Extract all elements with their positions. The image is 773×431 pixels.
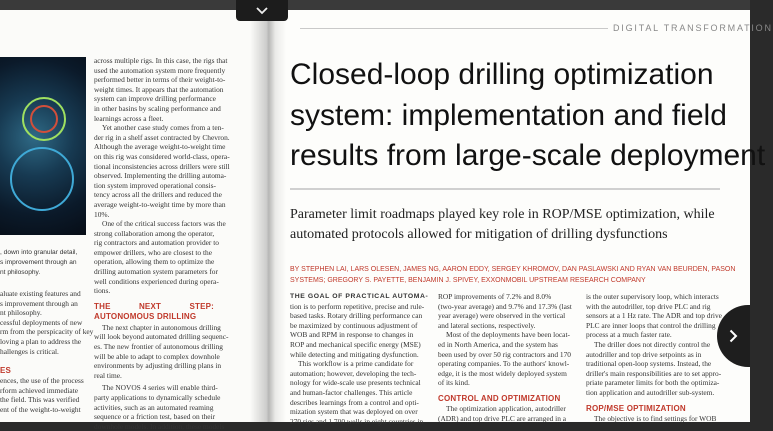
text-line: es. The new frontier of autonomous drilling xyxy=(94,342,223,352)
text-line: Although the average weight-to-weight time xyxy=(94,142,226,152)
text-line: describes learnings from a control and opti- xyxy=(290,397,419,407)
left-column-1 xyxy=(0,289,94,415)
lead-in: THE GOAL OF PRACTICAL AUTOMA- xyxy=(290,293,429,300)
text-line: automation; however, developing the tech- xyxy=(290,368,417,378)
caption-line: s improvement through an xyxy=(0,259,77,267)
text-line: while detecting and mitigating dysfunction. xyxy=(290,349,419,359)
text-line: weight times. It appears that the automation xyxy=(94,84,224,94)
text-line: operation, allowing them to optimize the xyxy=(94,257,215,267)
text-line: ed in North America, and the system has xyxy=(438,339,558,349)
title-rule xyxy=(290,188,720,190)
text-line: rm from the perspicacity of key xyxy=(0,327,94,337)
text-line: be maximized by continuous adjustment of xyxy=(290,320,418,330)
text-line: aluate existing features and xyxy=(0,289,81,298)
text-line: nology for wide-scale use presents technical xyxy=(290,378,421,388)
text-line: learnings across a fleet. xyxy=(94,113,164,123)
photo-ring xyxy=(10,147,74,211)
byline-line: SYSTEMS; GREGORY S. PAYETTE, BENJAMIN J. SPIVEY, EXXONMOBIL UPSTREAM RESEARCH COMPANY xyxy=(290,276,646,284)
text-line: WOB and RPM in response to changes in xyxy=(290,330,414,340)
text-line: loving a plan to address the xyxy=(0,336,82,346)
text-line: is the outer supervisory loop, which interacts xyxy=(586,292,719,301)
article-subtitle xyxy=(290,205,720,245)
text-line: One of the critical success factors was the xyxy=(102,219,226,229)
text-line: based tasks. Rotary drilling performance can xyxy=(290,311,423,321)
left-column-2 xyxy=(94,56,244,431)
text-line: with the autodriller, top drive PLC and rig xyxy=(586,301,711,311)
text-line: The NOVOS 4 series will enable third- xyxy=(102,383,218,393)
text-line: driller's main responsibilities are to set appro- xyxy=(586,368,722,378)
title-line: Closed-loop drilling optimization xyxy=(290,58,714,91)
reader-top-bar xyxy=(0,0,750,10)
text-line: and lateral sections, respectively. xyxy=(438,320,536,330)
section-heading: ES xyxy=(0,366,12,376)
text-line: empower drillers, who are closest to the xyxy=(94,247,213,257)
text-line: rig contractors and automation provider to xyxy=(94,238,219,248)
text-line: rform achieved immediate xyxy=(0,385,78,395)
photo-caption xyxy=(0,248,86,279)
text-line: average weight-to-weight time by more than xyxy=(94,199,226,209)
text-line: hallenges is critical. xyxy=(0,346,59,356)
text-line: (ADR) and top drive PLC are arranged in a xyxy=(438,413,567,423)
text-line: tional inconsistencies across drillers were still xyxy=(94,161,230,171)
text-line: and human-factor challenges. This article xyxy=(290,387,413,397)
chevron-down-icon xyxy=(256,7,268,15)
caption-line: nt philosophy. xyxy=(0,269,41,277)
article-photo xyxy=(0,57,86,235)
text-line: edge, it is the most widely deployed system xyxy=(438,368,567,378)
text-line: activities, such as an automated reaming xyxy=(94,402,214,412)
text-line: party applications to dynamically schedule xyxy=(94,393,221,402)
subtitle-line: Parameter limit roadmaps played key role in ROP/MSE optimization, while xyxy=(290,207,715,222)
photo-ring xyxy=(30,105,58,133)
section-heading: THE NEXT STEP: AUTONOMOUS DRILLING xyxy=(94,301,214,321)
text-line: tency across all the drillers and reduced the xyxy=(94,190,222,200)
section-heading: CONTROL AND OPTIMIZATION xyxy=(438,393,561,403)
text-line: been used by over 50 rig contractors and 170 xyxy=(438,349,571,359)
text-line: ROP improvements of 7.2% and 8.0% xyxy=(438,292,552,301)
text-line: The driller does not directly control the xyxy=(594,339,711,349)
article-byline xyxy=(290,265,736,286)
text-line: the field. This was verified xyxy=(0,395,80,405)
text-line: PLC are inner loops that control the drilling xyxy=(586,320,716,330)
chevron-right-icon xyxy=(729,329,738,343)
text-line: 10%. xyxy=(94,209,110,219)
left-page xyxy=(0,10,266,431)
text-line: tions. xyxy=(94,286,111,296)
text-line: of its kind. xyxy=(438,378,470,388)
text-line: ences, the use of the process xyxy=(0,376,84,386)
right-column-2 xyxy=(438,292,578,423)
text-line: This workflow is a prime candidate for xyxy=(298,359,414,369)
text-line: operating companies. To the authors' knowl- xyxy=(438,359,570,369)
text-line: tion is to perform repetitive, precise and rule- xyxy=(290,301,425,311)
text-line: on this rig was considered world-class, opera- xyxy=(94,151,230,161)
text-line: autodriller and top drive setpoints as in xyxy=(586,349,702,359)
text-line: traditional open-loop systems. Instead, the xyxy=(586,359,712,369)
text-line: system can improve drilling performance xyxy=(94,94,216,104)
title-line: results from large-scale deployment xyxy=(290,139,766,172)
text-line: nt philosophy. xyxy=(0,308,42,318)
text-line: sequence or a friction test, based on their xyxy=(94,412,216,422)
article-title xyxy=(290,55,766,177)
text-line: sensors at a 1 Hz rate. The ADR and top drive xyxy=(586,311,722,321)
text-line: (two-year average) and 9.7% and 17.3% (last xyxy=(438,301,572,311)
section-heading: ROP/MSE OPTIMIZATION xyxy=(586,403,686,413)
text-line: used the automation system more frequently xyxy=(94,65,226,75)
text-line: performed better in terms of their weight-to- xyxy=(94,75,226,85)
text-line: der rig in a shelf asset contracted by Chevron. xyxy=(94,132,230,142)
text-line: priate parameter limits for both the optimiza- xyxy=(586,378,720,388)
text-line: ent of the weight-to-weight xyxy=(0,404,81,414)
section-kicker: DIGITAL TRANSFORMATION xyxy=(613,23,773,33)
text-line: tion application and autodriller sub-system. xyxy=(586,387,715,397)
text-line: environments by adjusting drilling plans in xyxy=(94,361,222,371)
text-line: 270 rigs and 1,700 wells in eight countries in xyxy=(290,416,424,426)
text-line: strong collaboration among the operator, xyxy=(94,228,215,238)
text-line: ROP and mechanical specific energy (MSE) xyxy=(290,339,421,349)
text-line: downhole models. In addition, these models xyxy=(94,421,225,431)
text-line: year average) were observed in the vertical xyxy=(438,311,566,321)
text-line: will look beyond automated drilling sequenc- xyxy=(94,332,229,342)
text-line: process at a much faster rate. xyxy=(586,330,672,340)
caption-line: , down into granular detail, xyxy=(0,249,78,256)
text-line: will be able to adapt to complex downhole xyxy=(94,351,220,361)
text-line: tion system improved operational consis- xyxy=(94,180,216,190)
subtitle-line: automated protocols allowed for mitigation of drilling dysfunctions xyxy=(290,227,668,242)
text-line: mization system that was deployed on over xyxy=(290,407,418,417)
toolbar-toggle-button[interactable] xyxy=(236,0,288,21)
text-line: Most of the deployments have been locat- xyxy=(446,330,570,340)
text-line: observed. Implementing the drilling automa- xyxy=(94,171,227,181)
text-line: s improvement through an xyxy=(0,298,78,308)
text-line: across multiple rigs. In this case, the rigs that xyxy=(94,56,228,65)
text-line: The objective is to find settings for WOB xyxy=(594,413,717,423)
text-line: cessful deployments of new xyxy=(0,317,83,327)
right-column-3 xyxy=(586,292,726,423)
text-line: in other basins by scaling performance and xyxy=(94,103,221,113)
text-line: drilling automation system parameters for xyxy=(94,267,218,277)
text-line: Yet another case study comes from a ten- xyxy=(102,123,224,133)
title-line: system: implementation and field xyxy=(290,98,727,132)
text-line: The next chapter in autonomous drilling xyxy=(102,322,221,332)
text-line: The optimization application, autodriller xyxy=(446,403,566,413)
text-line: well conditions experienced during opera- xyxy=(94,276,219,286)
right-column-1 xyxy=(290,292,430,426)
kicker-rule xyxy=(300,28,608,29)
text-line: real time. xyxy=(94,370,122,380)
page-gutter xyxy=(250,10,286,422)
byline-line: BY STEPHEN LAI, LARS OLESEN, JAMES NG, AARON EDDY, SERGEY KHROMOV, DAN PASLAWSKI AND RYAN VAN BEURDEN, PASON xyxy=(290,266,736,273)
